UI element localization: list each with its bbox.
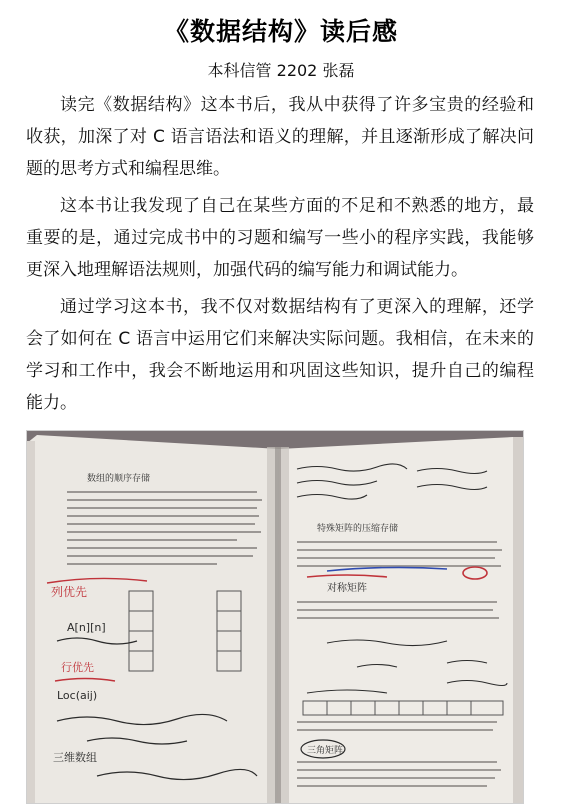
left-page-heading: 数组的顺序存储 (87, 474, 151, 484)
paragraph-1: 读完《数据结构》这本书后，我从中获得了许多宝贵的经验和收获，加深了对 C 语言语法和语义的理解，并且逐渐形成了解决问题的思考方式和编程思维。 (26, 95, 534, 179)
author-byline: 本科信管 2202 张磊 (207, 61, 355, 80)
handwritten-note-5: A[n][n] (67, 621, 106, 634)
box-label: 三角矩阵 (307, 746, 344, 756)
handwritten-note-6: 对称矩阵 (327, 583, 367, 594)
right-page-heading: 特殊矩阵的压缩存储 (317, 524, 399, 534)
paragraph-2: 这本书让我发现了自己在某些方面的不足和不熟悉的地方，最重要的是，通过完成书中的习题和编写一些小的程序实践，我能够更深入地理解语法规则，加强代码的编写能力和调试能力。 (26, 196, 534, 280)
handwritten-note-3: Loc(aij) (57, 689, 98, 702)
textbook-photo (26, 430, 524, 804)
textbook-photo-image (27, 431, 523, 803)
handwritten-note-2: 行优先 (61, 661, 94, 674)
handwritten-note-4: 三维数组 (53, 751, 97, 764)
handwritten-note-1: 列优先 (51, 585, 88, 599)
document-title: 《数据结构》读后感 (163, 17, 398, 46)
paragraph-3: 通过学习这本书，我不仅对数据结构有了更深入的理解，还学会了如何在 C 语言中运用它们来解决实际问题。我相信，在未来的学习和工作中，我会不断地运用和巩固这些知识，提升自己的编程能力。 (26, 297, 534, 413)
document-body (26, 89, 534, 424)
